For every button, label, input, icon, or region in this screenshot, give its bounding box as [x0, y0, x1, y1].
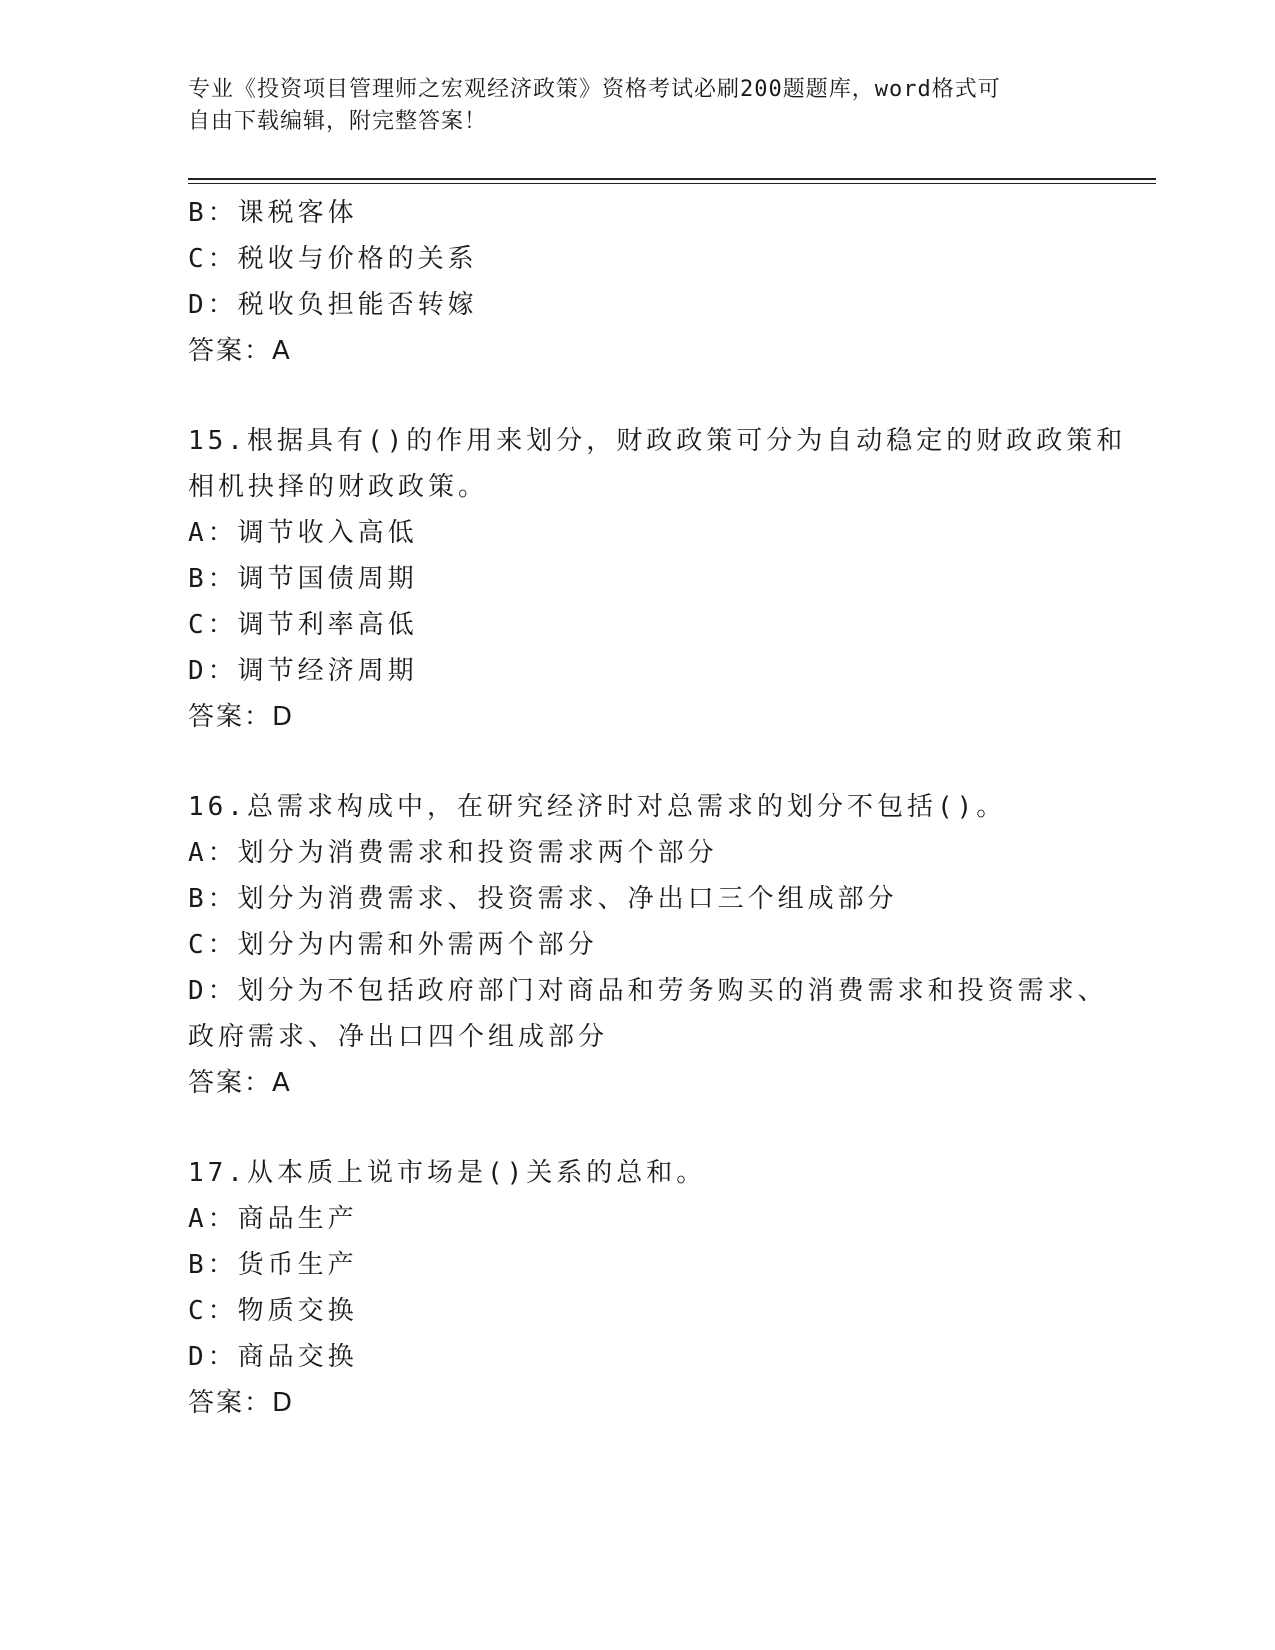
question-stem-cont: 相机抉择的财政政策。 [188, 472, 489, 502]
question-16 [188, 784, 1108, 1106]
answer: 答案：A [188, 336, 292, 366]
option-a: A：划分为消费需求和投资需求两个部分 [188, 838, 718, 868]
option-a: A：调节收入高低 [188, 518, 418, 548]
option-d: D：调节经济周期 [188, 656, 418, 686]
option-c: C：划分为内需和外需两个部分 [188, 930, 598, 960]
question-stem: 15.根据具有()的作用来划分，财政政策可分为自动稳定的财政政策和 [188, 426, 1127, 456]
question-14-tail [188, 190, 1088, 374]
option-c: C：税收与价格的关系 [188, 244, 478, 274]
option-b: B：划分为消费需求、投资需求、净出口三个组成部分 [188, 884, 898, 914]
option-c: C：物质交换 [188, 1296, 358, 1326]
header-line-2: 自由下载编辑，附完整答案！ [188, 109, 488, 134]
document-header [188, 74, 1068, 138]
option-d: D：划分为不包括政府部门对商品和劳务购买的消费需求和投资需求、 [188, 976, 1108, 1006]
header-divider-thick [188, 178, 1156, 180]
option-d-cont: 政府需求、净出口四个组成部分 [188, 1022, 609, 1052]
answer: 答案：A [188, 1068, 292, 1098]
option-d: D：税收负担能否转嫁 [188, 290, 478, 320]
option-a: A：商品生产 [188, 1204, 358, 1234]
option-b: B：调节国债周期 [188, 564, 418, 594]
option-b: B：课税客体 [188, 198, 358, 228]
question-stem: 17.从本质上说市场是()关系的总和。 [188, 1158, 707, 1188]
question-list [188, 190, 1127, 1426]
answer: 答案：D [188, 702, 295, 732]
option-c: C：调节利率高低 [188, 610, 418, 640]
header-divider-thin [188, 183, 1156, 184]
question-15 [188, 418, 1127, 740]
answer: 答案：D [188, 1388, 295, 1418]
question-stem: 16.总需求构成中，在研究经济时对总需求的划分不包括()。 [188, 792, 1007, 822]
option-b: B：货币生产 [188, 1250, 358, 1280]
option-d: D：商品交换 [188, 1342, 358, 1372]
question-17 [188, 1150, 1088, 1426]
header-line-1: 专业《投资项目管理师之宏观经济政策》资格考试必刷200题题库，word格式可 [188, 77, 1001, 102]
